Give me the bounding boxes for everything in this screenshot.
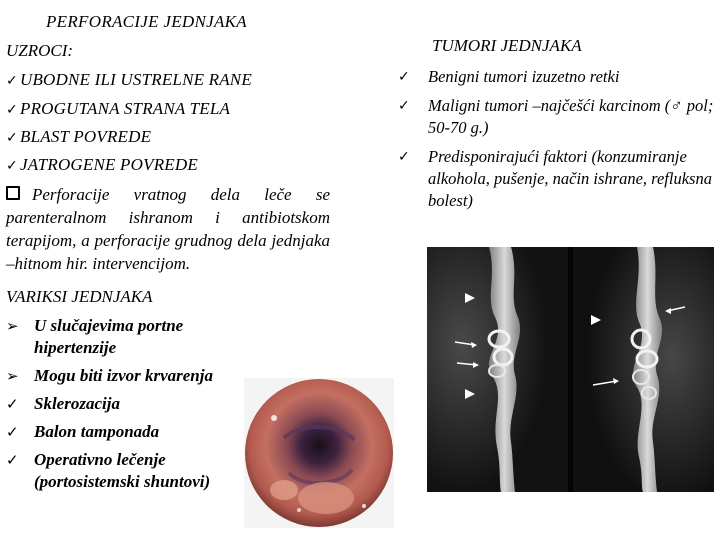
list-item: ✓ Balon tamponada: [6, 422, 160, 441]
checkmark-icon: ✓: [6, 451, 19, 469]
varices-list: [6, 315, 266, 499]
varices-heading: VARIKSI JEDNJAKA: [6, 287, 153, 306]
causes-heading: UZROCI:: [6, 41, 74, 60]
esophagus-xray-image: [427, 247, 714, 492]
cause-item: ✓ JATROGENE POVREDE: [6, 155, 198, 174]
list-item: ➢ Mogu biti izvor krvarenja: [6, 366, 213, 385]
square-bullet-icon: [6, 186, 20, 200]
checkmark-icon: ✓: [398, 98, 410, 114]
list-item: ✓ Sklerozacija: [6, 394, 120, 413]
checkmark-icon: ✓: [6, 73, 18, 89]
checkmark-icon: ✓: [6, 158, 18, 174]
checkmark-icon: ✓: [6, 130, 18, 146]
tumors-title: TUMORI JEDNJAKA: [432, 36, 582, 55]
list-item: ✓ Operativno lečenje (portosistemski shuntovi): [6, 450, 211, 491]
checkmark-icon: ✓: [6, 423, 19, 441]
arrow-bullet-icon: ➢: [6, 317, 19, 335]
perforation-treatment-paragraph: Perforacije vratnog dela leče se parenteralnom ishranom i antibiotskom terapijom, a perforacije grudnog dela jednjaka –hitnom hir. intervencijom.: [6, 185, 330, 273]
arrow-bullet-icon: ➢: [6, 367, 19, 385]
checkmark-icon: ✓: [398, 69, 410, 85]
list-item: ✓ Predisponirajući faktori (konzumiranje alkohola, pušenje, način ishrane, refluksna bolest): [398, 147, 712, 210]
checkmark-icon: ✓: [6, 102, 18, 118]
cause-item: ✓ BLAST POVREDE: [6, 127, 152, 146]
list-item: ✓ Maligni tumori –najčešći karcinom (♂ pol; 50-70 g.): [398, 96, 714, 137]
perforation-title: PERFORACIJE JEDNJAKA: [46, 12, 247, 31]
cause-item: ✓ UBODNE ILI USTRELNE RANE: [6, 70, 252, 89]
checkmark-icon: ✓: [398, 149, 410, 165]
cause-item: ✓ PROGUTANA STRANA TELA: [6, 99, 231, 118]
xray-illustration: [427, 247, 714, 492]
endoscopy-image: [244, 378, 394, 528]
checkmark-icon: ✓: [6, 395, 19, 413]
endoscopy-illustration: [244, 378, 394, 528]
list-item: ➢ U slučajevima portne hipertenzije: [6, 316, 184, 357]
tumors-list: [398, 66, 716, 219]
list-item: ✓ Benigni tumori izuzetno retki: [398, 67, 620, 86]
